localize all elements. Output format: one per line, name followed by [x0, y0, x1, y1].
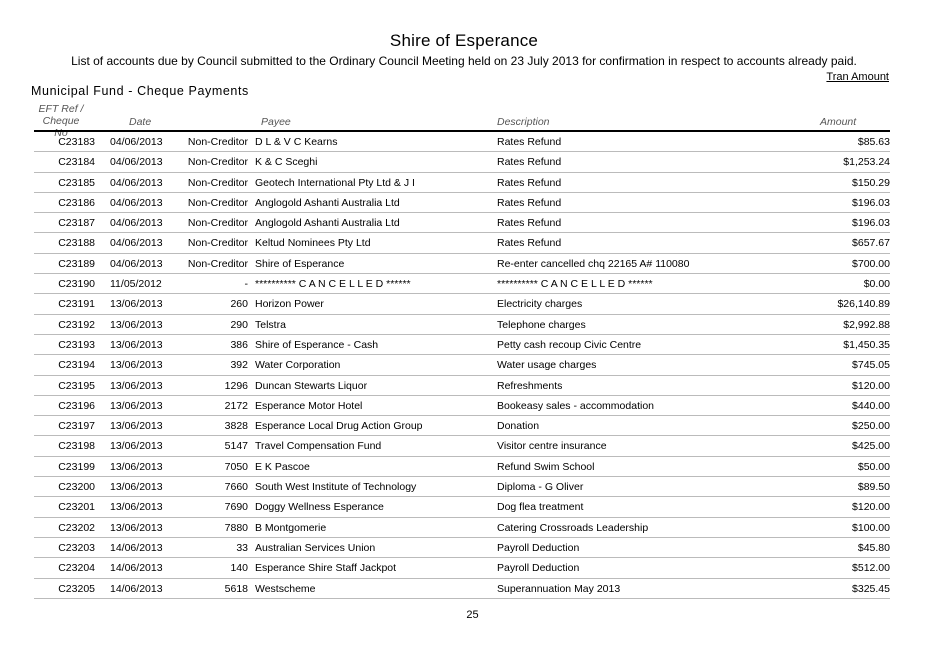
payee-name: Anglogold Ashanti Australia Ltd — [255, 196, 400, 209]
creditor-code: - — [244, 278, 248, 291]
table-row — [34, 254, 890, 274]
payment-description: Refund Swim School — [497, 460, 595, 473]
table-row — [34, 396, 890, 416]
creditor-code: 3828 — [224, 420, 248, 433]
cheque-number: C23191 — [58, 298, 95, 311]
payment-amount: $100.00 — [852, 521, 890, 534]
payment-date: 04/06/2013 — [110, 136, 163, 148]
section-title: Municipal Fund - Cheque Payments — [31, 84, 249, 98]
payee-name: Shire of Esperance — [255, 257, 345, 270]
payment-date: 13/06/2013 — [110, 501, 163, 514]
payment-date: 04/06/2013 — [110, 176, 163, 189]
column-header-description: Description — [497, 116, 550, 128]
creditor-code: 7690 — [224, 501, 248, 514]
payment-description: Rates Refund — [497, 217, 562, 230]
table-row — [34, 233, 890, 253]
payee-name: Anglogold Ashanti Australia Ltd — [255, 217, 400, 230]
payment-date: 13/06/2013 — [110, 359, 163, 372]
cheque-number: C23185 — [58, 176, 95, 189]
table-row — [34, 294, 890, 314]
payment-date: 13/06/2013 — [110, 521, 163, 534]
table-row — [34, 436, 890, 456]
payment-description: Payroll Deduction — [497, 541, 580, 554]
column-header-date: Date — [129, 116, 152, 128]
payment-date: 13/06/2013 — [110, 338, 163, 351]
table-row — [34, 416, 890, 436]
table-row — [34, 457, 890, 477]
payee-name: Travel Compensation Fund — [255, 440, 382, 453]
payment-description: Payroll Deduction — [497, 562, 580, 575]
cheque-number: C23203 — [58, 541, 95, 554]
table-row — [34, 213, 890, 233]
cheque-number: C23199 — [58, 460, 95, 473]
payment-amount: $440.00 — [852, 399, 890, 412]
payment-description: Catering Crossroads Leadership — [497, 521, 649, 534]
creditor-code: Non-Creditor — [187, 196, 248, 209]
creditor-code: 2172 — [224, 399, 248, 412]
payment-description: Water usage charges — [497, 359, 597, 372]
creditor-code: 386 — [230, 338, 248, 351]
payment-description: Bookeasy sales - accommodation — [497, 399, 654, 412]
payee-name: Westscheme — [255, 582, 316, 595]
cheque-number: C23189 — [58, 257, 95, 270]
payment-amount: $196.03 — [852, 196, 890, 209]
payment-amount: $1,450.35 — [843, 338, 890, 351]
cheque-number: C23187 — [58, 217, 95, 230]
payment-description: Rates Refund — [497, 196, 562, 209]
creditor-code: 1296 — [224, 379, 248, 392]
creditor-code: 260 — [230, 298, 248, 311]
cheque-number: C23202 — [58, 521, 95, 534]
payment-date: 13/06/2013 — [110, 298, 163, 311]
payment-description: Rates Refund — [497, 237, 562, 250]
payment-amount: $2,992.88 — [843, 318, 890, 331]
payment-description: Rates Refund — [497, 136, 562, 148]
payee-name: E K Pascoe — [255, 460, 310, 473]
payment-date: 14/06/2013 — [110, 541, 163, 554]
payment-date: 13/06/2013 — [110, 420, 163, 433]
payment-amount: $657.67 — [852, 237, 890, 250]
payment-date: 13/06/2013 — [110, 379, 163, 392]
payee-name: Duncan Stewarts Liquor — [255, 379, 368, 392]
payment-amount: $45.80 — [857, 541, 890, 554]
creditor-code: Non-Creditor — [187, 176, 248, 189]
payment-description: Refreshments — [497, 379, 563, 392]
cheque-number: C23186 — [58, 196, 95, 209]
payee-name: D L & V C Kearns — [255, 136, 338, 148]
payment-amount: $512.00 — [852, 562, 890, 575]
payment-description: Rates Refund — [497, 176, 562, 189]
document-title: Shire of Esperance — [389, 31, 539, 50]
payee-name: Telstra — [255, 318, 286, 331]
creditor-code: Non-Creditor — [187, 257, 248, 270]
payment-date: 13/06/2013 — [110, 440, 163, 453]
payment-date: 11/05/2012 — [110, 278, 162, 291]
creditor-code: Non-Creditor — [187, 156, 248, 169]
cheque-number: C23197 — [58, 420, 95, 433]
cheque-number: C23198 — [58, 440, 95, 453]
payee-name: South West Institute of Technology — [255, 481, 417, 494]
payment-amount: $50.00 — [857, 460, 890, 473]
payment-amount: $85.63 — [857, 136, 890, 148]
creditor-code: 7660 — [224, 481, 248, 494]
payment-amount: $120.00 — [852, 501, 890, 514]
creditor-code: Non-Creditor — [187, 217, 248, 230]
payment-amount: $745.05 — [852, 359, 890, 372]
payment-date: 04/06/2013 — [110, 237, 163, 250]
payee-name: Doggy Wellness Esperance — [255, 501, 384, 514]
cheque-number: C23201 — [58, 501, 95, 514]
cheque-number: C23192 — [58, 318, 95, 331]
payment-amount: $250.00 — [852, 420, 890, 433]
payee-name: Esperance Shire Staff Jackpot — [255, 562, 397, 575]
payment-date: 04/06/2013 — [110, 257, 163, 270]
column-header-amount: Amount — [820, 116, 857, 128]
table-row — [34, 315, 890, 335]
creditor-code: 290 — [230, 318, 248, 331]
creditor-code: 392 — [230, 359, 248, 372]
payee-name: Geotech International Pty Ltd & J I — [255, 176, 415, 189]
payment-description: Electricity charges — [497, 298, 583, 311]
payee-name: Esperance Local Drug Action Group — [255, 420, 423, 433]
payee-name: Australian Services Union — [255, 541, 376, 554]
payment-amount: $196.03 — [852, 217, 890, 230]
tran-amount-heading: Tran Amount — [826, 71, 889, 83]
cheque-number: C23195 — [58, 379, 95, 392]
cheque-number: C23205 — [58, 582, 95, 595]
cheque-number: C23196 — [58, 399, 95, 412]
payment-description: Telephone charges — [497, 318, 586, 331]
payee-name: Esperance Motor Hotel — [255, 399, 363, 412]
payee-name: Shire of Esperance - Cash — [255, 338, 379, 351]
payment-date: 04/06/2013 — [110, 217, 163, 230]
payment-date: 04/06/2013 — [110, 196, 163, 209]
payment-amount: $120.00 — [852, 379, 890, 392]
payment-description: Petty cash recoup Civic Centre — [497, 338, 642, 351]
payment-amount: $325.45 — [852, 582, 890, 595]
table-row — [34, 355, 890, 375]
payment-amount: $1,253.24 — [843, 156, 890, 169]
table-row — [34, 152, 890, 172]
payment-amount: $26,140.89 — [837, 298, 890, 311]
payee-name: Keltud Nominees Pty Ltd — [255, 237, 371, 250]
column-header-ref-line2: Cheque No — [42, 115, 80, 139]
creditor-code: 7050 — [224, 460, 248, 473]
payment-date: 13/06/2013 — [110, 318, 163, 331]
payee-name: ********** C A N C E L L E D ****** — [255, 278, 411, 291]
payment-date: 14/06/2013 — [110, 582, 163, 595]
payment-date: 13/06/2013 — [110, 481, 163, 494]
payment-amount: $0.00 — [863, 278, 890, 291]
column-header-payee: Payee — [261, 116, 291, 128]
payment-amount: $150.29 — [852, 176, 890, 189]
table-row — [34, 558, 890, 578]
table-row — [34, 497, 890, 517]
payment-date: 13/06/2013 — [110, 399, 163, 412]
cheque-number: C23200 — [58, 481, 95, 494]
payee-name: Water Corporation — [255, 359, 341, 372]
column-header-ref-line1: EFT Ref / — [38, 103, 84, 115]
creditor-code: Non-Creditor — [187, 136, 248, 148]
payment-description: Diploma - G Oliver — [497, 481, 584, 494]
cheque-number: C23204 — [58, 562, 95, 575]
table-row — [34, 538, 890, 558]
payment-description: ********** C A N C E L L E D ****** — [497, 278, 653, 291]
payment-date: 14/06/2013 — [110, 562, 163, 575]
payment-amount: $700.00 — [852, 257, 890, 270]
table-row — [34, 173, 890, 193]
payments-table — [34, 132, 890, 599]
payment-description: Visitor centre insurance — [497, 440, 607, 453]
creditor-code: 5147 — [224, 440, 248, 453]
creditor-code: 140 — [230, 562, 248, 575]
creditor-code: 5618 — [224, 582, 248, 595]
cheque-number: C23188 — [58, 237, 95, 250]
cheque-number: C23194 — [58, 359, 95, 372]
document-subtitle: List of accounts due by Council submitted to the Ordinary Council Meeting held on 23 July 2013 for confirmation in respect to accounts already paid. — [71, 54, 857, 68]
payment-description: Dog flea treatment — [497, 501, 584, 514]
cheque-number: C23193 — [58, 338, 95, 351]
cheque-number: C23184 — [58, 156, 95, 169]
payment-description: Superannuation May 2013 — [497, 582, 621, 595]
payee-name: Horizon Power — [255, 298, 324, 311]
table-row — [34, 132, 890, 152]
table-row — [34, 335, 890, 355]
payment-amount: $89.50 — [857, 481, 890, 494]
payee-name: B Montgomerie — [255, 521, 327, 534]
table-row — [34, 477, 890, 497]
cheque-number: C23183 — [58, 136, 95, 148]
table-row — [34, 193, 890, 213]
cheque-number: C23190 — [58, 278, 95, 291]
payment-amount: $425.00 — [852, 440, 890, 453]
payment-date: 13/06/2013 — [110, 460, 163, 473]
creditor-code: 7880 — [224, 521, 248, 534]
table-row — [34, 579, 890, 599]
payee-name: K & C Sceghi — [255, 156, 318, 169]
creditor-code: Non-Creditor — [187, 237, 248, 250]
payment-description: Donation — [497, 420, 540, 433]
payment-description: Re-enter cancelled chq 22165 A# 110080 — [497, 257, 690, 270]
table-row — [34, 376, 890, 396]
creditor-code: 33 — [236, 541, 248, 554]
table-row — [34, 518, 890, 538]
table-row — [34, 274, 890, 294]
payment-description: Rates Refund — [497, 156, 562, 169]
payment-date: 04/06/2013 — [110, 156, 163, 169]
page-number: 25 — [466, 609, 479, 621]
